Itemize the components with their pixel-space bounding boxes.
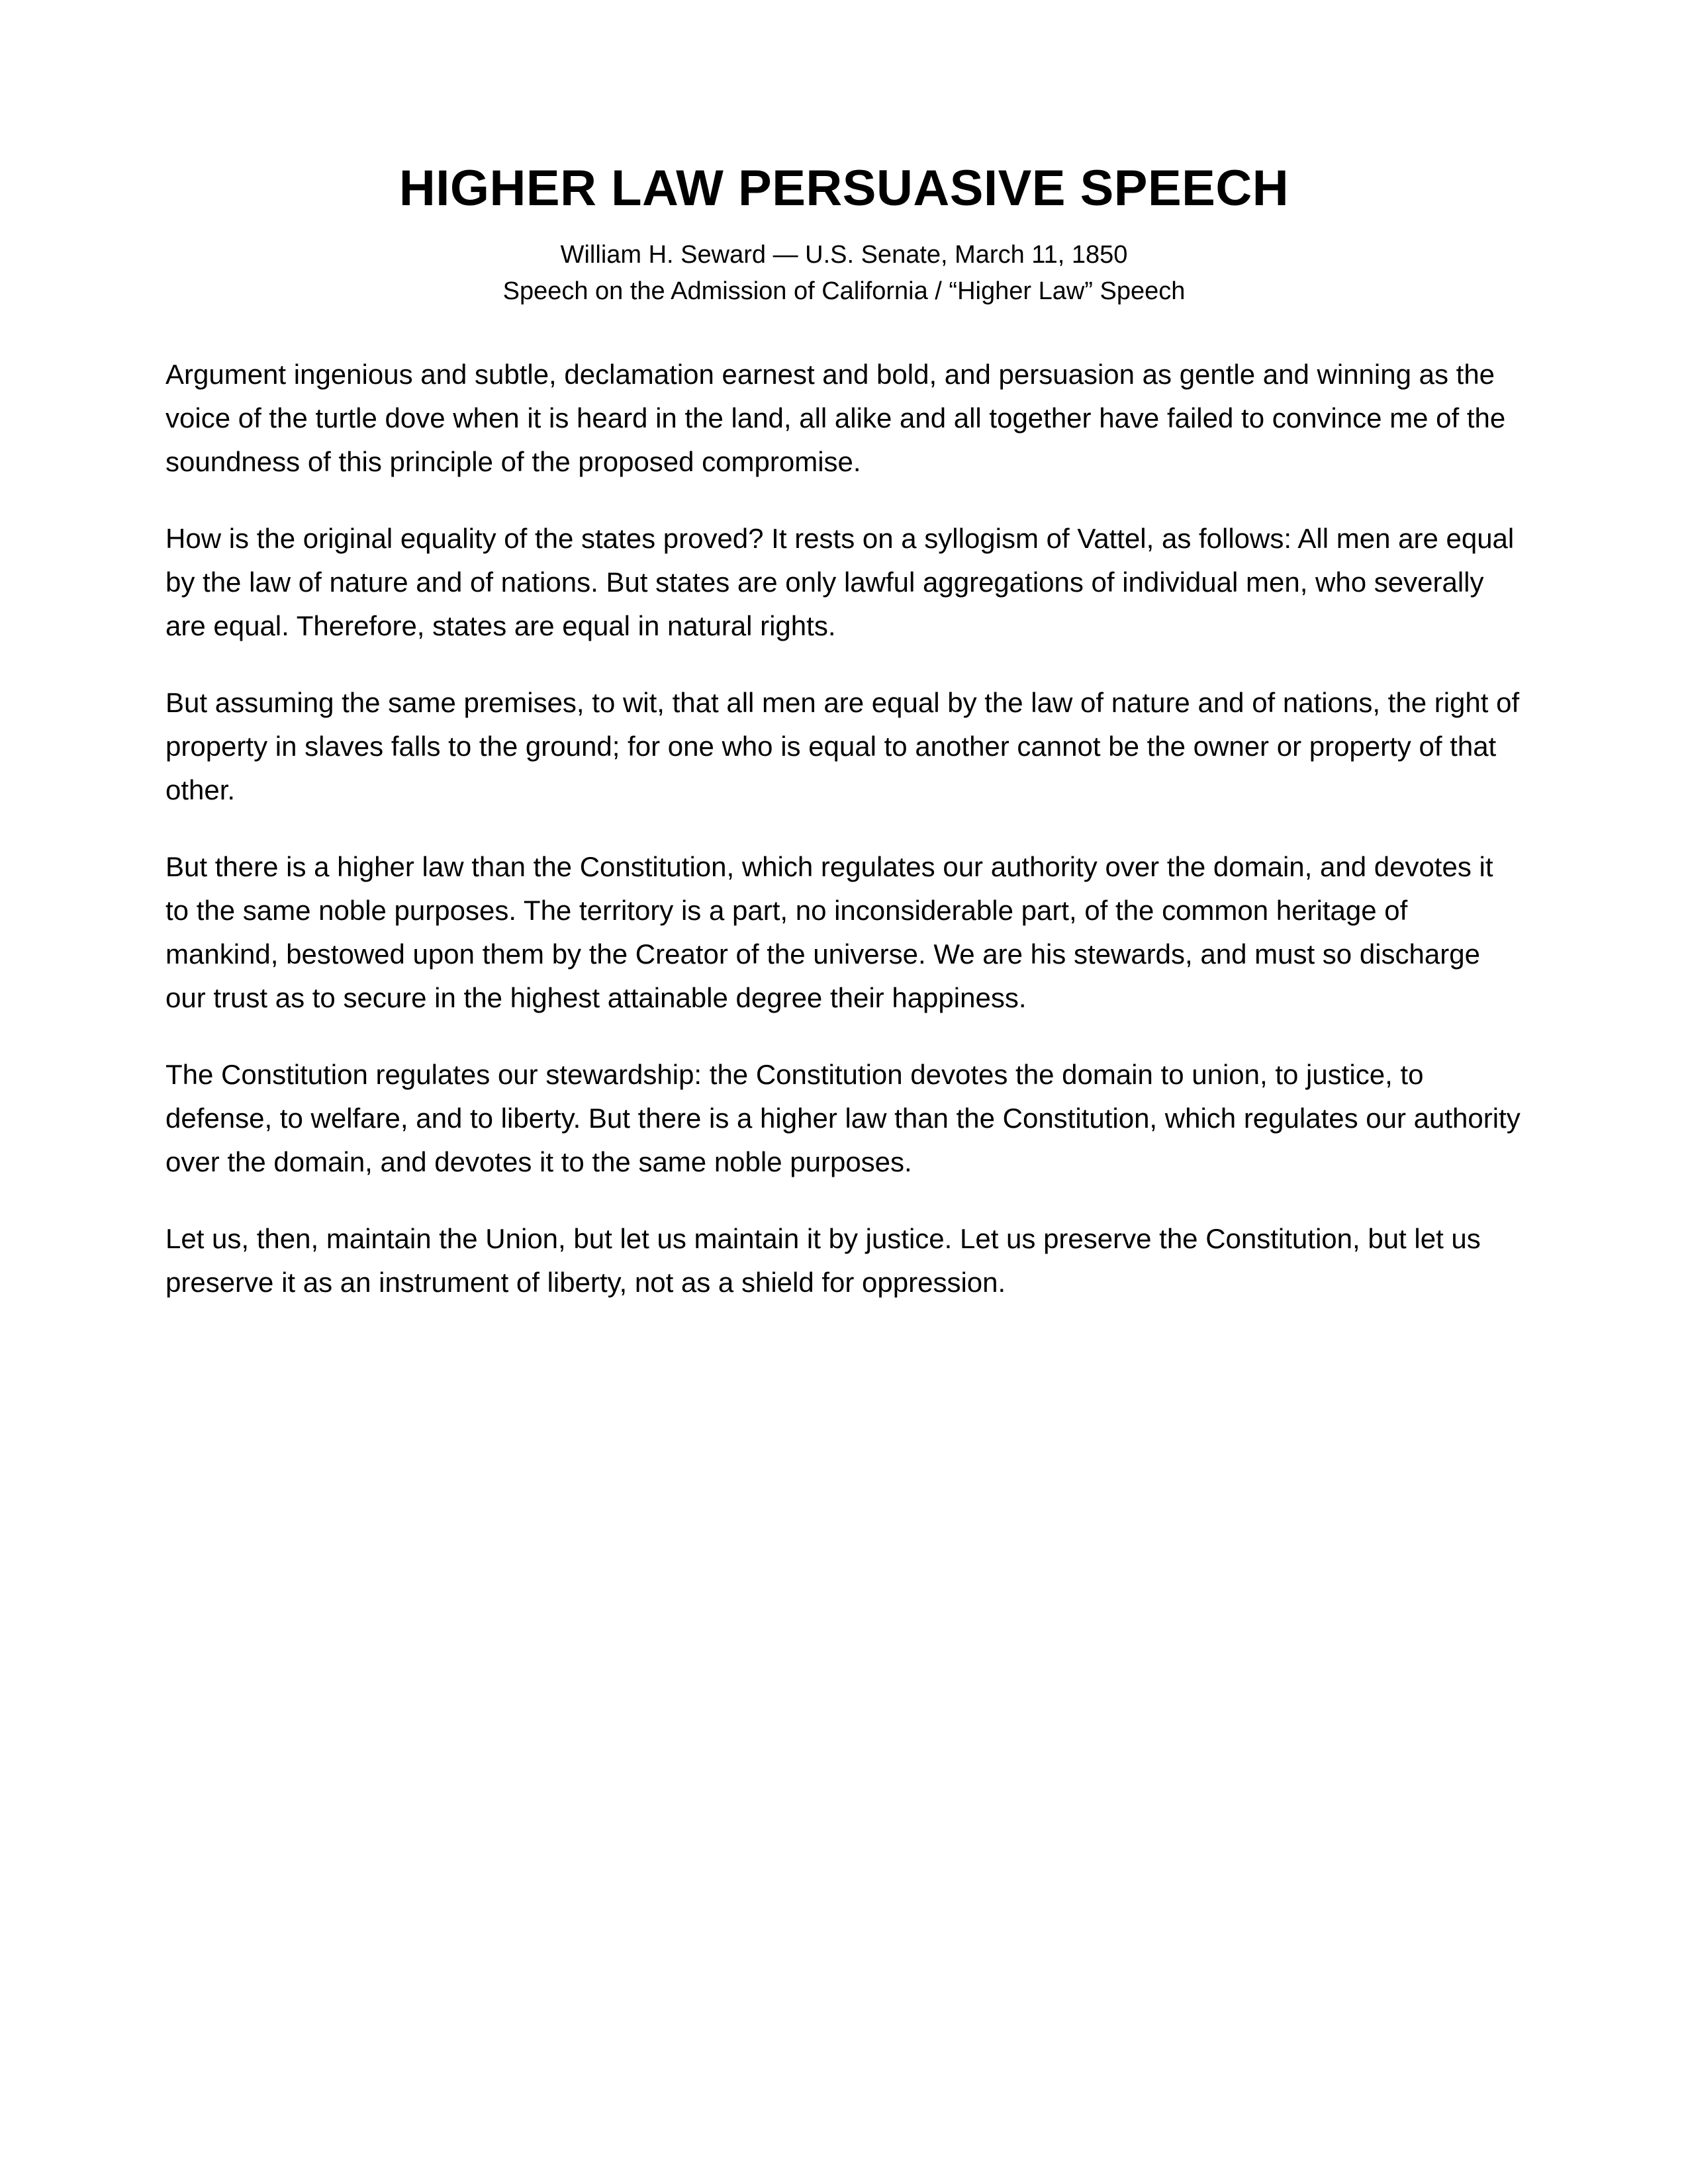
paragraph-1: Argument ingenious and subtle, declamation earnest and bold, and persuasion as gentle and winning as the voice of the turtle dove when it is heard in the land, all alike and all together have failed to convince me of the soundness of this principle of the proposed compromise. xyxy=(165,359,1506,477)
subtitle-author-line: William H. Seward — U.S. Senate, March 11, 1850 xyxy=(560,241,1128,269)
paragraph-5: The Constitution regulates our stewardship: the Constitution devotes the domain to union, to justice, to defense, to welfare, and to liberty. But there is a higher law than the Constitution, which regulates our authority over the domain, and devotes it to the same noble purposes. xyxy=(165,1059,1521,1177)
paragraph-4: But there is a higher law than the Constitution, which regulates our authority over the domain, and devotes it to the same noble purposes. The territory is a part, no inconsiderable part, of the common heritage of mankind, bestowed upon them by the Creator of the universe. We are his stewards, and must so discharge our trust as to secure in the highest attainable degree their happiness. xyxy=(165,851,1493,1013)
paragraph-2: How is the original equality of the states proved? It rests on a syllogism of Vattel, as follows: All men are equal by the law of nature and of nations. But states are only lawful aggregations of individual men, who severally are equal. Therefore, states are equal in natural rights. xyxy=(165,523,1515,641)
document-title: HIGHER LAW PERSUASIVE SPEECH xyxy=(399,160,1289,216)
subtitle-speech-line: Speech on the Admission of California / “Higher Law” Speech xyxy=(502,277,1186,305)
paragraph-3: But assuming the same premises, to wit, that all men are equal by the law of nature and of nations, the right of property in slaves falls to the ground; for one who is equal to another cannot be the owner or property of that other. xyxy=(165,687,1520,805)
document-page xyxy=(165,159,1523,1338)
document-subtitle xyxy=(165,237,1523,310)
document-body xyxy=(165,353,1523,1304)
paragraph-6: Let us, then, maintain the Union, but let us maintain it by justice. Let us preserve the Constitution, but let us preserve it as an instrument of liberty, not as a shield for oppression. xyxy=(165,1223,1481,1298)
